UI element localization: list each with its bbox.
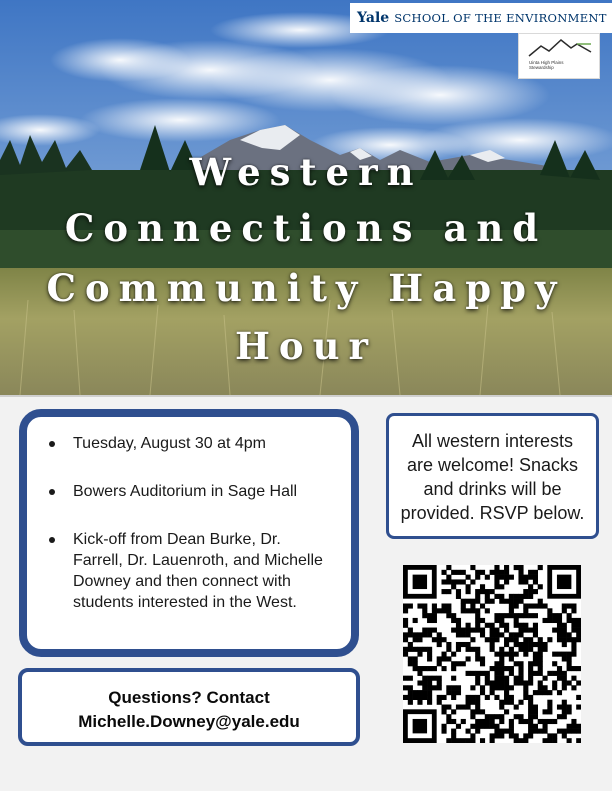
partner-logo xyxy=(518,33,600,79)
mountain-logo-icon xyxy=(519,34,601,60)
yale-banner xyxy=(350,3,612,33)
partner-logo-text: Uinta High Plains Stewardship xyxy=(529,60,564,70)
school-name: SCHOOL OF THE ENVIRONMENT xyxy=(394,11,607,25)
qr-code-icon[interactable] xyxy=(403,565,581,743)
contact-prompt: Questions? Contact xyxy=(108,688,270,707)
section-divider xyxy=(0,395,612,397)
contact-email-link[interactable]: Michelle.Downey@yale.edu xyxy=(78,712,300,731)
list-item xyxy=(45,529,345,613)
event-location: Bowers Auditorium in Sage Hall xyxy=(73,483,298,500)
event-details-card xyxy=(19,409,359,657)
description-line: Downey and then connect with xyxy=(73,573,291,590)
title-line-2: Connections and xyxy=(64,206,548,250)
bullet-icon xyxy=(49,537,55,543)
bullet-icon xyxy=(49,441,55,447)
description-line: students interested in the West. xyxy=(73,594,297,611)
list-item xyxy=(45,433,345,454)
welcome-line: are welcome! Snacks xyxy=(406,455,579,475)
description-line: Kick-off from Dean Burke, Dr. xyxy=(73,531,281,548)
bullet-icon xyxy=(49,489,55,495)
welcome-line: All western interests xyxy=(411,431,574,451)
yale-wordmark: Yale xyxy=(357,10,390,26)
description-line: Farrell, Dr. Lauenroth, and Michelle xyxy=(73,552,323,569)
title-line-4: Hour xyxy=(234,324,378,368)
event-date: Tuesday, August 30 at 4pm xyxy=(73,435,267,452)
contact-card xyxy=(18,668,360,746)
title-line-3: Community Happy xyxy=(46,266,566,310)
title-line-1: Western xyxy=(189,150,423,194)
hero-photo xyxy=(0,0,612,395)
rsvp-qr-code[interactable] xyxy=(403,565,581,743)
welcome-message xyxy=(395,429,590,525)
welcome-line: and drinks will be xyxy=(423,479,562,499)
event-description xyxy=(73,529,345,613)
welcome-line: provided. RSVP below. xyxy=(400,503,585,523)
list-item xyxy=(45,481,345,502)
welcome-card xyxy=(386,413,599,539)
event-details-list xyxy=(45,433,345,613)
